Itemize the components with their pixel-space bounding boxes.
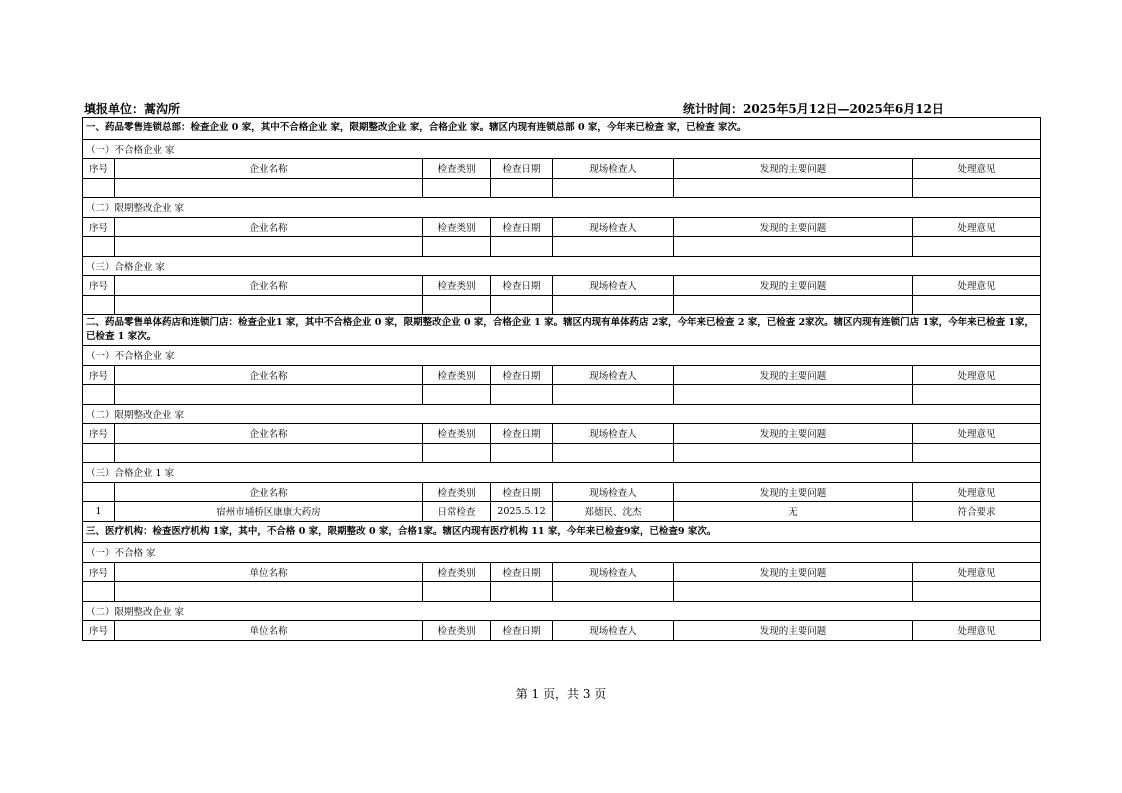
col-date: 检查日期 <box>491 365 553 385</box>
row-check-date: 2025.5.12 <box>491 502 553 522</box>
col-type: 检查类别 <box>423 621 491 641</box>
col-seq: 序号 <box>83 562 115 582</box>
subsection-row <box>83 256 1041 276</box>
row-seq: 1 <box>83 502 115 522</box>
col-opinion: 处理意见 <box>913 621 1041 641</box>
subsection-row <box>83 346 1041 366</box>
col-inspector: 现场检查人 <box>553 159 674 179</box>
col-seq: 序号 <box>83 424 115 444</box>
section-2-title: 二、药品零售单体药店和连锁门店：检查企业1 家，其中不合格企业 0 家，限期整改企业 0 家，合格企业 1 家。辖区内现有单体药店 2家，今年来已检查 2 家，已检查 2家次。辖区内现有连锁门店 1家，今年来已检查 1家，已检查 1 家次。 <box>83 315 1041 346</box>
row-issues: 无 <box>674 502 913 522</box>
col-type: 检查类别 <box>423 562 491 582</box>
empty-row <box>83 443 1041 463</box>
col-type: 检查类别 <box>423 217 491 237</box>
column-header-row <box>83 562 1041 582</box>
col-enterprise: 企业名称 <box>115 365 423 385</box>
subsection-label: （一）不合格企业 家 <box>83 139 1041 159</box>
col-enterprise: 企业名称 <box>115 217 423 237</box>
col-inspector: 现场检查人 <box>553 365 674 385</box>
col-issues: 发现的主要问题 <box>674 217 913 237</box>
col-opinion: 处理意见 <box>913 159 1041 179</box>
row-inspector: 郑德民、沈杰 <box>553 502 674 522</box>
empty-row <box>83 385 1041 405</box>
table-row <box>83 502 1041 522</box>
col-inspector: 现场检查人 <box>553 424 674 444</box>
col-seq: 序号 <box>83 217 115 237</box>
col-seq: 序号 <box>83 276 115 296</box>
subsection-label: （二）限期整改企业 家 <box>83 198 1041 218</box>
page-number: 第 1 页，共 3 页 <box>515 687 607 701</box>
column-header-row <box>83 365 1041 385</box>
col-opinion: 处理意见 <box>913 365 1041 385</box>
reporting-unit: 填报单位：蒿沟所 <box>84 102 181 116</box>
col-opinion: 处理意见 <box>913 276 1041 296</box>
col-date: 检查日期 <box>491 482 553 502</box>
col-date: 检查日期 <box>491 276 553 296</box>
col-opinion: 处理意见 <box>913 424 1041 444</box>
subsection-row <box>83 404 1041 424</box>
column-header-row <box>83 424 1041 444</box>
col-issues: 发现的主要问题 <box>674 482 913 502</box>
subsection-row <box>83 463 1041 483</box>
col-enterprise: 企业名称 <box>115 482 423 502</box>
col-unit-name: 单位名称 <box>115 621 423 641</box>
subsection-row <box>83 543 1041 563</box>
col-issues: 发现的主要问题 <box>674 424 913 444</box>
empty-row <box>83 178 1041 198</box>
column-header-row <box>83 621 1041 641</box>
col-seq: 序号 <box>83 365 115 385</box>
col-enterprise: 企业名称 <box>115 276 423 296</box>
col-issues: 发现的主要问题 <box>674 562 913 582</box>
col-issues: 发现的主要问题 <box>674 365 913 385</box>
col-type: 检查类别 <box>423 159 491 179</box>
col-type: 检查类别 <box>423 482 491 502</box>
col-enterprise: 企业名称 <box>115 424 423 444</box>
empty-row <box>83 295 1041 315</box>
col-date: 检查日期 <box>491 621 553 641</box>
col-issues: 发现的主要问题 <box>674 621 913 641</box>
subsection-label: （三）合格企业 1 家 <box>83 463 1041 483</box>
col-type: 检查类别 <box>423 276 491 296</box>
row-check-type: 日常检查 <box>423 502 491 522</box>
col-inspector: 现场检查人 <box>553 276 674 296</box>
col-inspector: 现场检查人 <box>553 482 674 502</box>
col-unit-name: 单位名称 <box>115 562 423 582</box>
subsection-row <box>83 139 1041 159</box>
subsection-label: （一）不合格企业 家 <box>83 346 1041 366</box>
row-enterprise-name: 宿州市埇桥区康康大药房 <box>115 502 423 522</box>
col-opinion: 处理意见 <box>913 562 1041 582</box>
inspection-report-table <box>82 117 1041 641</box>
section-3-title: 三、医疗机构：检查医疗机构 1家，其中，不合格 0 家，限期整改 0 家，合格1家。辖区内现有医疗机构 11 家，今年来已检查9家，已检查9 家次。 <box>83 521 1041 543</box>
subsection-row <box>83 601 1041 621</box>
col-type: 检查类别 <box>423 424 491 444</box>
col-date: 检查日期 <box>491 424 553 444</box>
section-1-title: 一、药品零售连锁总部：检查企业 0 家，其中不合格企业 家，限期整改企业 家，合格企业 家。辖区内现有连锁总部 0 家，今年来已检查 家，已检查 家次。 <box>83 118 1041 140</box>
column-header-row <box>83 217 1041 237</box>
col-enterprise: 企业名称 <box>115 159 423 179</box>
col-opinion: 处理意见 <box>913 217 1041 237</box>
col-date: 检查日期 <box>491 159 553 179</box>
subsection-row <box>83 198 1041 218</box>
subsection-label: （二）限期整改企业 家 <box>83 404 1041 424</box>
col-issues: 发现的主要问题 <box>674 159 913 179</box>
col-seq <box>83 482 115 502</box>
col-date: 检查日期 <box>491 562 553 582</box>
column-header-row <box>83 159 1041 179</box>
column-header-row <box>83 482 1041 502</box>
section-1-row <box>83 118 1041 140</box>
col-inspector: 现场检查人 <box>553 621 674 641</box>
col-issues: 发现的主要问题 <box>674 276 913 296</box>
empty-row <box>83 582 1041 602</box>
col-seq: 序号 <box>83 159 115 179</box>
row-opinion: 符合要求 <box>913 502 1041 522</box>
col-inspector: 现场检查人 <box>553 562 674 582</box>
col-type: 检查类别 <box>423 365 491 385</box>
subsection-label: （三）合格企业 家 <box>83 256 1041 276</box>
section-3-row <box>83 521 1041 543</box>
column-header-row <box>83 276 1041 296</box>
empty-row <box>83 237 1041 257</box>
subsection-label: （一）不合格 家 <box>83 543 1041 563</box>
col-inspector: 现场检查人 <box>553 217 674 237</box>
section-2-row <box>83 315 1041 346</box>
statistics-period: 统计时间：2025年5月12日—2025年6月12日 <box>683 102 944 116</box>
col-opinion: 处理意见 <box>913 482 1041 502</box>
subsection-label: （二）限期整改企业 家 <box>83 601 1041 621</box>
col-date: 检查日期 <box>491 217 553 237</box>
col-seq: 序号 <box>83 621 115 641</box>
